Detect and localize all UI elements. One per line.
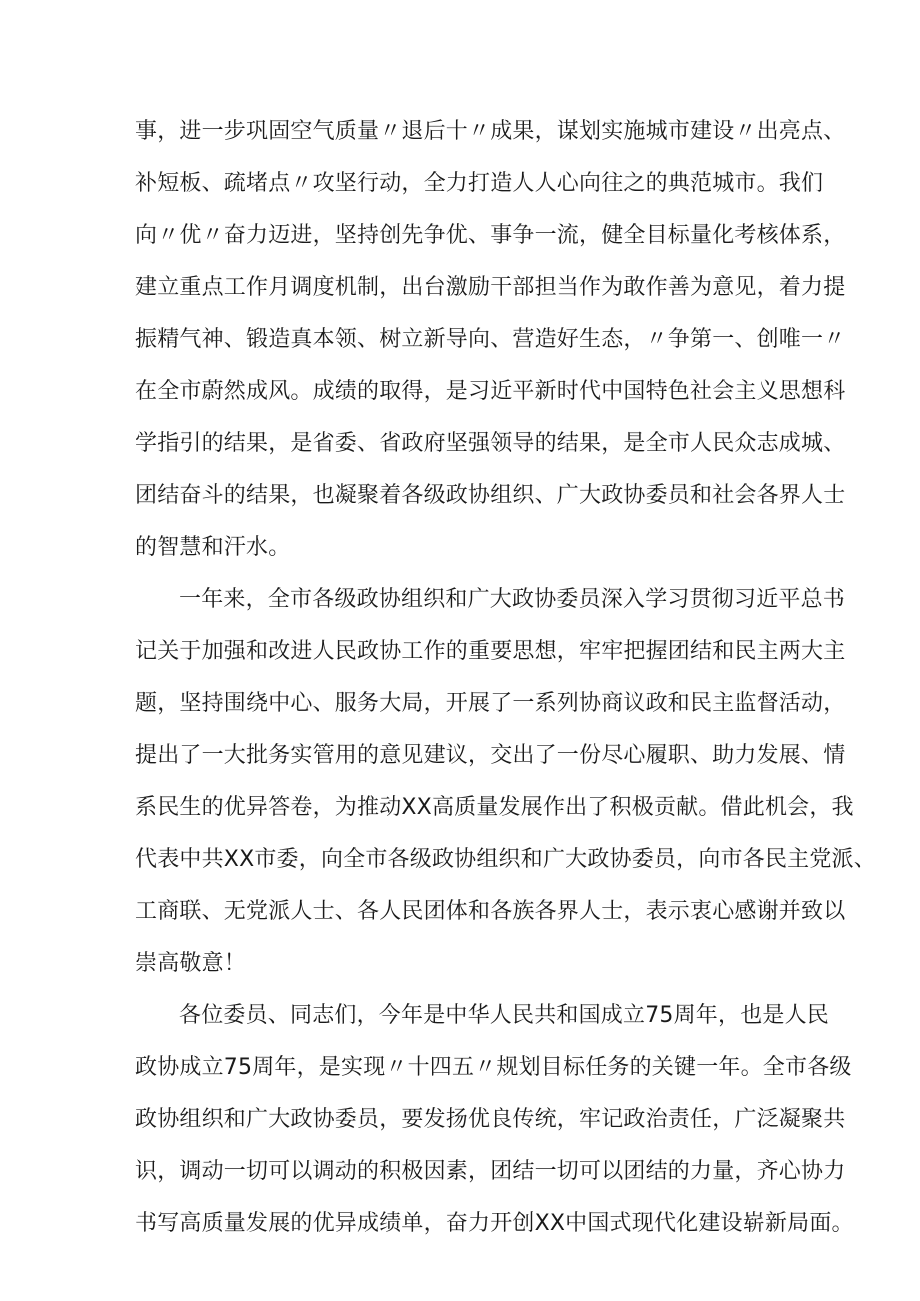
text-line: 工商联、无党派人士、各人民团体和各族各界人士，表示衷心感谢并致以 xyxy=(135,899,846,924)
text-line: 在全市蔚然成风。成绩的取得，是习近平新时代中国特色社会主义思想科 xyxy=(135,379,846,404)
text-line: 书写高质量发展的优异成绩单，奋力开创XX中国式现代化建设崭新局面。 xyxy=(135,1211,854,1236)
text-line: 识，调动一切可以调动的积极因素，团结一切可以团结的力量，齐心协力 xyxy=(135,1159,846,1184)
text-line: 各位委员、同志们，今年是中华人民共和国成立75周年，也是人民 xyxy=(179,1003,829,1028)
text-line: 学指引的结果，是省委、省政府坚强领导的结果，是全市人民众志成城、 xyxy=(135,431,846,456)
text-line: 事，进一步巩固空气质量〃退后十〃成果，谋划实施城市建设〃出亮点、 xyxy=(135,119,846,144)
text-line: 代表中共XX市委，向全市各级政协组织和广大政协委员，向市各民主党派、 xyxy=(135,847,876,872)
text-line: 提出了一大批务实管用的意见建议，交出了一份尽心履职、助力发展、情 xyxy=(135,743,846,768)
text-line: 建立重点工作月调度机制，出台激励干部担当作为敢作善为意见，着力提 xyxy=(135,275,846,300)
text-line: 政协组织和广大政协委员，要发扬优良传统，牢记政治责任，广泛凝聚共 xyxy=(135,1107,846,1132)
text-line: 崇高敬意！ xyxy=(135,951,247,976)
text-line: 一年来，全市各级政协组织和广大政协委员深入学习贯彻习近平总书 xyxy=(179,587,846,612)
text-line: 系民生的优异答卷，为推动XX高质量发展作出了积极贡献。借此机会，我 xyxy=(135,795,854,820)
text-line: 团结奋斗的结果，也凝聚着各级政协组织、广大政协委员和社会各界人士 xyxy=(135,483,846,508)
text-line: 题，坚持围绕中心、服务大局，开展了一系列协商议政和民主监督活动， xyxy=(135,691,846,716)
text-line: 振精气神、锻造真本领、树立新导向、营造好生态，〃争第一、创唯一〃 xyxy=(135,327,846,352)
text-line: 的智慧和汗水。 xyxy=(135,535,291,560)
text-line: 向〃优〃奋力迈进，坚持创先争优、事争一流，健全目标量化考核体系， xyxy=(135,223,846,248)
text-line: 补短板、疏堵点〃攻坚行动，全力打造人人心向往之的典范城市。我们 xyxy=(135,171,824,196)
text-line: 政协成立75周年，是实现〃十四五〃规划目标任务的关键一年。全市各级 xyxy=(135,1055,852,1080)
text-line: 记关于加强和改进人民政协工作的重要思想，牢牢把握团结和民主两大主 xyxy=(135,639,846,664)
